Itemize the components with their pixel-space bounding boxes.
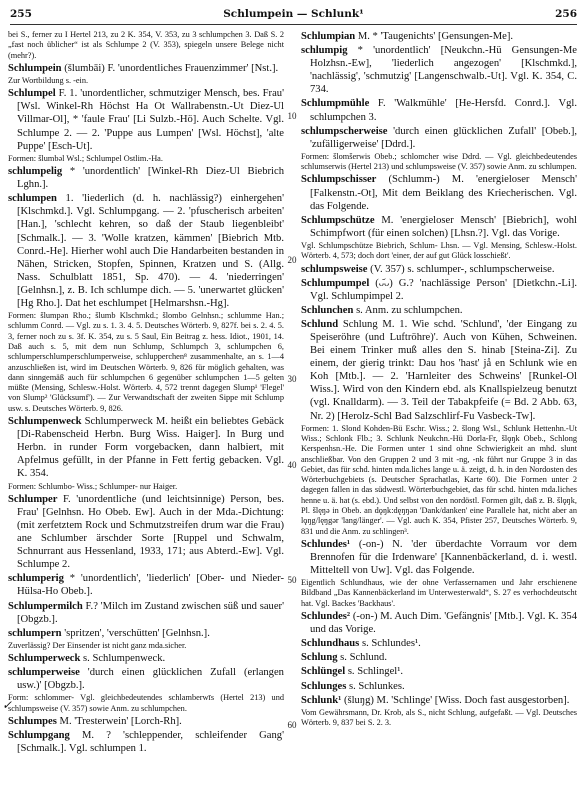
- dictionary-entry: [8, 652, 284, 665]
- entry-definition: (Schlumm-) M. 'energieloser Mensch' [Falkenstn.-Ot], Mit dem Beiklang des Kriecherischen. Vgl. das Folgende.: [310, 174, 577, 212]
- entry-definition: * 'unordentlich' [Winkel-Rh Diez-Ul Biebrich Lghn.].: [17, 166, 284, 191]
- entry-note: Formen: 1. Slond Kohden-Bü Eschr. Wiss.; 2. šlong Wsl., Schlunk Hettenhn.-Ut Wiss.; Schlonk Flb.; 3. Schlunk Neukchn.-Hü Dorla-Fr, šlǫŋk Obeb., Schlong Kerspenhsn.-He. Die Formen unter 1 sind ohne Schwierigkeit an mhd. slunt anschließbar. Von den Gruppen 2 und 3 mit -ng, -nk führt nur Gruppe 3 in das Gebiet, das für schd. hinten mda.liches lange u. ä. zeigt, d. h. in den Nordosten des Wörterbuchgebiets (s. Deutscher Sprachatlas, Karte 60). Die Formen unter 2 dagegen fallen in das südwestl. Wörterbuchgebiet, das für schd. hinten mda.liches henne u. ä. hat (s. ebd.). Und selbst von den nordöstl. Formen gilt, daß z. B. šlǫŋk, Pl. šlęŋǝ in Obeb. an dǫŋk:dęŋŋǝn 'Dank/danken' eine Parallele hat, nicht aber an lǫŋg/lęŋgǝr 'lang/länger'. — Vgl. auch K. 354, Pfister 257, Deutsches Wörterb. 9, 831 und die Anm. zu schlingen³.: [301, 423, 577, 536]
- entry-definition: s. Schlund.: [340, 652, 387, 664]
- entry-definition: M. 'energieloser Mensch' [Biebrich], wohl Schimpfwort (für einen solchen) [Lhsn.?]. Vgl. das Vorige.: [310, 214, 577, 239]
- entry-headword: schlumpelig: [8, 166, 63, 178]
- entry-note: Formen: šlumbǝl Wsl.; Schlumpel Ostlim.-Ha.: [8, 153, 163, 163]
- entry-headword: Schlumpgang: [8, 730, 70, 742]
- line-number: 10: [287, 111, 297, 121]
- entry-headword: schlumpern: [8, 627, 62, 639]
- entry-headword: Schlunges: [301, 680, 347, 692]
- entry-definition: 'durch einen glücklichen Zufall (erlangen usw.)' [Obgzb.].: [17, 667, 284, 692]
- dictionary-entry: [301, 214, 577, 240]
- entry-note: Formen: Schlumbo- Wiss.; Schlumper- nur Haiger.: [8, 481, 178, 491]
- entry-headword: schlumpen: [8, 193, 57, 205]
- entry-definition: 1. 'liederlich (d. h. nachlässig?) einhergehen' [Klschmkd.]. Vgl. Schlumpgang. — 2. 'pfuscherisch arbeiten' [Han.], 'schlecht kehren, so daß der Staub liegenbleibt' [Schmalk.]. — 3. 'Wolle kratzen, kämmen' [Biebrich Mtb. Conrd.-He]. Hierher wohl auch Die Handarbeiten bestanden in Nähen, Stricken, Stopfen, Spinnen, Kratzen und S. (Allg. Nass. Schulblatt 1851, Sp. 470). — 4. 'niederringen' [Gelnhsn.], z. B. Ich schlumpe dich. — 5. 'unerwartet glücken' [Hg Rho.]. Dat het eschlumpet [Helmarshsn.-Hg].: [17, 193, 284, 309]
- entry-headword: Schlumpenweck: [8, 416, 82, 428]
- dictionary-entry: [8, 729, 284, 755]
- entry-headword: schlumperig: [8, 573, 64, 585]
- dictionary-entry: [301, 277, 577, 303]
- dictionary-entry: [8, 192, 284, 310]
- entry-definition: Schlumperweck M. heißt ein beliebtes Gebäck [Di-Rabenscheid Herbn. Burg Wiss. Haiger]. In Burg und Herbn. in runder Form vorgebacken, dann halbiert, mit Apfelmus gefüllt, in der Pfanne in Fett fertig gebacken. Vgl. K. 354.: [17, 416, 284, 480]
- entry-headword: Schlumpschisser: [301, 174, 377, 186]
- entry-headword: Schlüngel: [301, 666, 346, 678]
- dictionary-entry: [301, 665, 577, 678]
- line-number: 40: [287, 460, 297, 470]
- entry-definition: * 'unordentlich', 'liederlich' [Ober- und Nieder-Hülsa-Ho Obeb.].: [17, 573, 284, 598]
- entry-headword: Schlumperweck: [8, 653, 81, 665]
- entry-definition: F. 'Walkmühle' [He-Hersfd. Conrd.]. Vgl. schlumpchen 3.: [310, 98, 577, 123]
- line-number: 20: [287, 255, 297, 265]
- entry-headword: Schlumper: [8, 493, 58, 505]
- dictionary-entry: [301, 318, 577, 423]
- entry-headword: schlumpsweise: [301, 263, 368, 275]
- entry-definition: s. Schlumpenweck.: [83, 653, 166, 665]
- entry-definition: F. 'unordentliche (und leichtsinnige) Person, bes. Frau' [Gelnhsn. Ho Obeb. Ew]. Auch in der Mda.-Dichtung: (mit zerfetztem Rock und Schmutzstreifen drum war die Frau) ane Schlumber ärschder Sorte [Ruppel und Schwalm, Schnurrant aus Hessenland, 1933, 171; aus Abterd.-Ew]. Vgl. Schlumpe 2.: [17, 493, 284, 571]
- entry-definition: F. 1. 'unordentlicher, schmutziger Mensch, bes. Frau' [Wsl. Winkel-Rh Höchst Ha Ot Wallrabenstn.-Ut Diez-Ul Villmar-Ol], * 'faule Frau' [Li Sulzb.-Hö]. Auch Schelte. Vgl. Schlumpe 2. — 2. 'Puppe aus Lumpen' [Wsl. Höchst], 'alte Puppe' [Esch-Ut].: [17, 88, 284, 152]
- dictionary-entry: [301, 97, 577, 123]
- dictionary-entry: [301, 680, 577, 693]
- entry-note: Eigentlich Schlundhaus, wie der ohne Verfassernamen und Jahr erschienene Bildband „Das Kannenbäckerland im Unterwesterwald“, S. 27 es verhochdeutscht hat. Vgl. Backes 'Backhaus'.: [301, 578, 577, 608]
- entry-definition: F.? 'Milch im Zustand zwischen süß und sauer' [Obgzb.].: [17, 600, 284, 625]
- entry-definition: M. ? 'schleppender, schleifender Gang' [Schmalk.]. Vgl. schlumpen 1.: [17, 730, 284, 755]
- entry-note: Formen: šlomšerwis Obeb.; schlomcher wise Ddrd. — Vgl. gleichbedeutendes schlumserwis (Hertel 213) und schlumpsweise (V. 357) sowie Anm. zu schlumpen.: [301, 151, 577, 172]
- entry-headword: Schlumpel: [8, 88, 56, 100]
- dictionary-entry: [8, 600, 284, 626]
- entry-note: bei S., ferner zu I Hertel 213, zu 2 K. 354, V. 353, zu 3 schlumpchen 3. Daß S. 2 „fast noch üblicher“ ist als Schlumpe 2 (V. 353), spiegeln unsere Belege nicht (mehr?).: [8, 30, 284, 60]
- dictionary-entry: [301, 694, 577, 707]
- dictionary-entry: [301, 173, 577, 212]
- entry-definition: (-on-) N. 'der überdachte Vorraum vor dem Brennofen für die Irdenware' [Kannenbäckerland, d. i. westl. Mitteltell von Uw]. Vgl. das Folgende.: [310, 538, 577, 577]
- entry-definition: * 'unordentlich' [Neukchn.-Hü Gensungen-Me Holzhsn.-Ew], 'liederlich angezogen' [Klschmkd.], 'nachlässig', 'schmutzig' [Langenschwalb.-Ut]. Vgl. K. 354, C. 734.: [310, 45, 577, 96]
- entry-headword: schlumperweise: [8, 667, 80, 679]
- entry-headword: schlumpig: [301, 45, 348, 57]
- dictionary-entry: [301, 304, 577, 317]
- entry-headword: Schlumpein: [8, 62, 62, 74]
- margin-pencil-mark: ✓: [2, 698, 13, 712]
- entry-definition: 'spritzen', 'verschütten' [Gelnhsn.].: [64, 627, 210, 639]
- dictionary-entry: [301, 263, 577, 276]
- dictionary-entry: [301, 651, 577, 664]
- dictionary-entry: [8, 415, 284, 480]
- line-number-gutter: [285, 30, 299, 792]
- dictionary-entry: [8, 666, 284, 692]
- entry-note: Zuverlässig? Der Einsender ist nicht ganz mda.sicher.: [8, 640, 187, 650]
- entry-definition: s. Anm. zu schlumpchen.: [356, 304, 463, 316]
- entry-headword: Schlumpschütze: [301, 214, 375, 226]
- page-number-left: 255: [10, 8, 32, 20]
- running-title: Schlumpein — Schlunk¹: [223, 8, 364, 20]
- entry-headword: Schlundes²: [301, 611, 351, 623]
- dictionary-entry: [301, 538, 577, 577]
- right-column: [301, 30, 577, 792]
- entry-definition: M. 'Tresterwein' [Lorch-Rh].: [59, 716, 182, 728]
- page-number-right: 256: [555, 8, 577, 20]
- dictionary-entry: [8, 165, 284, 191]
- entry-definition: s. Schlingel¹.: [347, 666, 404, 678]
- dictionary-entry: [8, 87, 284, 152]
- entry-definition: s. Schlundes¹.: [361, 638, 421, 650]
- dictionary-entry: [301, 637, 577, 650]
- dictionary-entry: [301, 44, 577, 96]
- header-rule: [10, 24, 577, 25]
- entry-headword: Schlung: [301, 652, 338, 664]
- dictionary-entry: [301, 30, 577, 43]
- entry-headword: Schlunchen: [301, 304, 354, 316]
- dictionary-entry: [301, 610, 577, 636]
- entry-note: Form: schlommer- Vgl. gleichbedeutendes schlamberwīs (Hertel 213) und schlumpsweise (V. 357) sowie Anm. zu schlumpchen.: [8, 693, 284, 713]
- entry-definition: 'durch einen glücklichen Zufall' [Obeb.], 'zufälligerweise' [Ddrd.].: [310, 125, 577, 150]
- entry-headword: Schlundes¹: [301, 538, 351, 550]
- entry-note: Zur Wortbildung s. -ein.: [8, 75, 89, 85]
- entry-headword: Schlumpian: [301, 31, 356, 42]
- line-number: 60: [287, 720, 297, 730]
- line-number: 30: [287, 374, 297, 384]
- entry-headword: Schlunk¹: [301, 694, 342, 706]
- entry-definition: (-on-) M. Auch Dim. 'Gefängnis' [Mtb.]. Vgl. K. 354 und das Vorige.: [310, 611, 577, 636]
- entry-definition: (šlumbāi) F. 'unordentliches Frauenzimmer' [Nst.].: [64, 62, 279, 74]
- entry-note: Vom Gewährsmann, Dr. Krob, als S., nicht Schlung, aufgefaßt. — Vgl. Deutsches Wörterb. 9, 837 bei S. 2. 3.: [301, 707, 577, 728]
- entry-definition: (šluŋg) M. 'Schlinge' [Wiss. Doch fast ausgestorben].: [343, 694, 570, 706]
- entry-headword: Schlundhaus: [301, 638, 360, 650]
- entry-definition: (ᴗ᷄ᴗ) G.? 'nachlässige Person' [Dietkchn.-Li]. Vgl. Schlumpimpel 2.: [310, 277, 577, 302]
- entry-note: Vgl. Schlumpschütze Biebrich, Schlum- Lhsn. — Vgl. Mensing, Schlesw.-Holst. Wörterb. 4, 573; doch dort 'einer, der auf gut Glück losschießt'.: [301, 240, 577, 261]
- dictionary-entry: [8, 572, 284, 598]
- dictionary-entry: [301, 125, 577, 151]
- line-number: 50: [287, 575, 297, 585]
- entry-definition: M. * 'Taugenichts' [Gensungen-Me].: [357, 31, 514, 42]
- dictionary-entry: [8, 715, 284, 728]
- page-header: [10, 8, 577, 22]
- entry-headword: Schlund: [301, 318, 339, 330]
- dictionary-entry: [8, 493, 284, 572]
- entry-headword: Schlumpermilch: [8, 600, 83, 612]
- entry-headword: Schlumpmühle: [301, 98, 370, 110]
- left-column: [8, 30, 284, 792]
- dictionary-entry: [8, 62, 284, 75]
- dictionary-entry: [8, 627, 284, 640]
- entry-headword: Schlumpumpel: [301, 277, 370, 289]
- entry-definition: (V. 357) s. schlumper-, schlumpscherweise.: [370, 263, 555, 275]
- entry-headword: Schlumpes: [8, 716, 57, 728]
- entry-headword: schlumpscherweise: [301, 125, 388, 137]
- entry-definition: Schlung M. 1. Wie schd. 'Schlund', 'der Eingang zu Speiseröhre (und Luftröhre)'. Auch von Kühen, Schweinen. Bei einem Trinker muß alles den S. hinab [Steina-Zi]. Zu einem, der gierig trinkt: Dau hos 'hast' jå en Schlunk wie en Koh [Mtb.]. — 2. 'Harnleiter des Schweins' [Runkel-Ol Wiss.]. Wird von den Kindern ebd. als Knallspielzeug benutzt (vgl. Knalldarm). — 3. Teil der Tabakpfeife (= Bd. 2 Abb. 63, Nr. 2) [Herolz-Schl Bad Salzschlirf-Fu Vasbeck-Tw].: [310, 318, 577, 422]
- entry-definition: s. Schlunkes.: [349, 680, 405, 692]
- entry-note: Formen: šlumpǝn Rho.; šlumb Klschmkd.; šlombo Gelnhsn.; schlumme Han.; schlumm Conrd. — Vgl. zu s. 1. 3. 4. 5. Deutsches Wörterb. 9, 827f. bei s. 2. 4. 5. 3, ferner noch zu s. 3f. K. 354, zu s. 5 Saul, Ein Beitrag z. hess. Idiot., 1901, 14. Daß auch s. 5, mit dem nun Schlump, Schlumpch 3, schlumpchen 6, schlumperschlumperschlumperweise, schlupperchen⁸ zusammenhalte, an s. 1—4 anzuschließen ist, wird im Deutschen Wörterb. 9, 826 für möglich gehalten, was dann sinngemäß auch für schlumpchen 6 gegenüber schlumpchen 1—5 gelten müßte (Mensing, Schlesw.-Holst. Wörterb. 4, 572 trennt dagegen Slump¹ 'Flegel' von Slump² 'Glücksumf'). — Zur Verwandtschaft der zweiten Sippe mit Schlump usw. s. Deutsches Wörterb. 9, 826.: [8, 311, 284, 413]
